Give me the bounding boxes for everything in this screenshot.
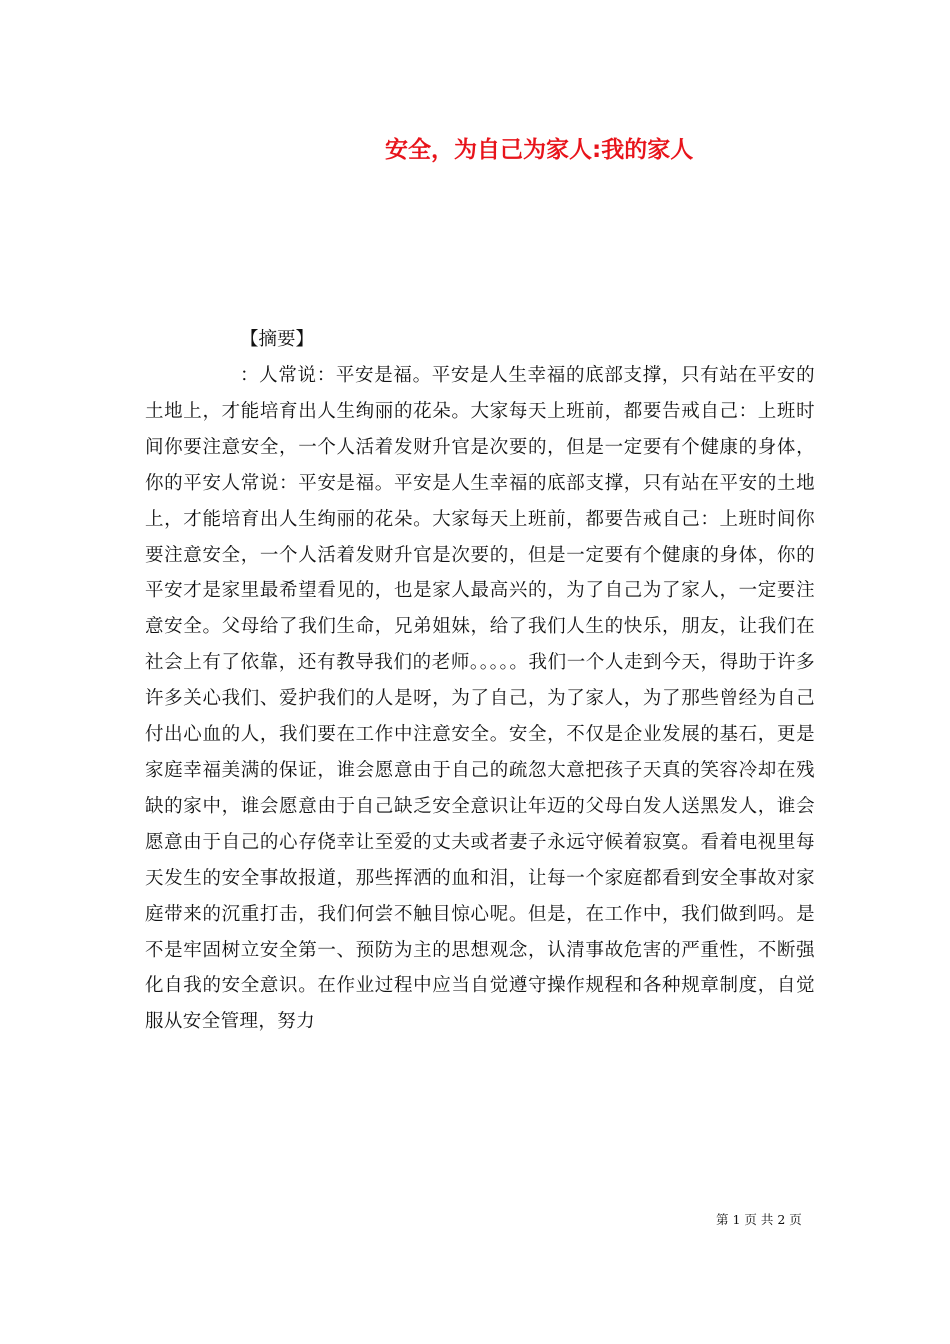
- page-footer: 第 1 页 共 2 页: [716, 1212, 802, 1227]
- abstract-body: ：人常说：平安是福。平安是人生幸福的底部支撑，只有站在平安的土地上，才能培育出人生绚丽的花朵。大家每天上班前，都要告戒自己：上班时间你要注意安全，一个人活着发财升官是次要的，但是一定要有个健康的身体，你的平安人常说：平安是福。平安是人生幸福的底部支撑，只有站在平安的土地上，才能培育出人生绚丽的花朵。大家每天上班前，都要告戒自己：上班时间你要注意安全，一个人活着发财升官是次要的，但是一定要有个健康的身体，你的平安才是家里最希望看见的，也是家人最高兴的，为了自己为了家人，一定要注意安全。父母给了我们生命，兄弟姐妹，给了我们人生的快乐，朋友，让我们在社会上有了依靠，还有教导我们的老师。。。。。我们一个人走到今天，得助于许多许多关心我们、爱护我们的人是呀，为了自己，为了家人，为了那些曾经为自己付出心血的人，我们要在工作中注意安全。安全，不仅是企业发展的基石，更是家庭幸福美满的保证，谁会愿意由于自己的疏忽大意把孩子天真的笑容冷却在残缺的家中，谁会愿意由于自己缺乏安全意识让年迈的父母白发人送黑发人，谁会愿意由于自己的心存侥幸让至爱的丈夫或者妻子永远守候着寂寞。看着电视里每天发生的安全事故报道，那些挥洒的血和泪，让每一个家庭都看到安全事故对家庭带来的沉重打击，我们何尝不触目惊心呢。但是，在工作中，我们做到吗。是不是牢固树立安全第一、预防为主的思想观念，认清事故危害的严重性，不断强化自我的安全意识。在作业过程中应当自觉遵守操作规程和各种规章制度，自觉服从安全管理，努力: [145, 365, 815, 1033]
- abstract-label: 【摘要】: [240, 329, 315, 350]
- document-title: 安全，为自己为家人:我的家人: [385, 137, 694, 163]
